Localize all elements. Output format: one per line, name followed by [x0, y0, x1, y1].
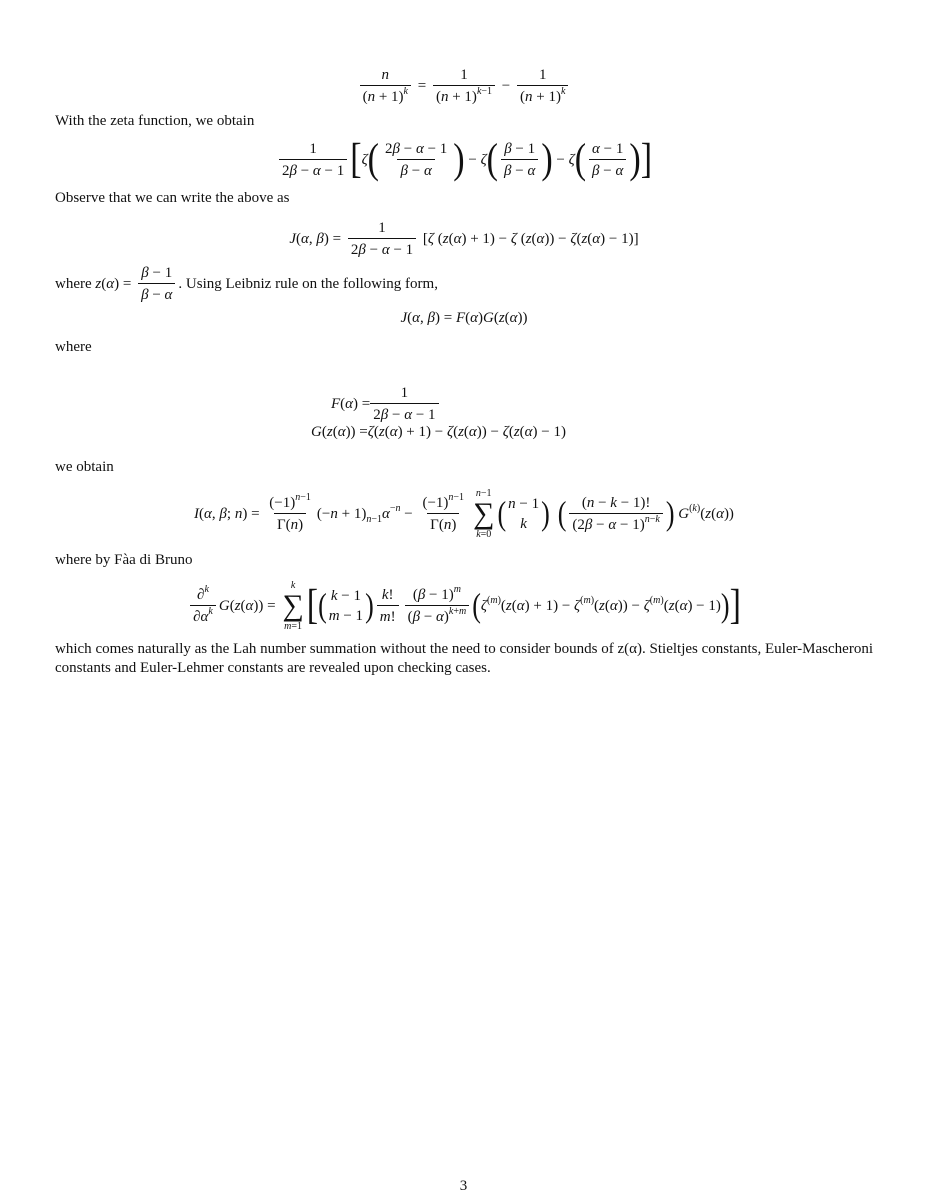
where-z-definition: where z(α) = $\frac{\beta - 1}{\beta - \alpha}$ . Using Leibniz rule on the following form,	[55, 265, 438, 303]
observe-text: Observe that we can write the above as	[55, 190, 290, 206]
faa-di-bruno-text: where by Fàa di Bruno	[55, 552, 193, 568]
equation-faa-di-bruno: $\frac{\partial^k}{\partial\alpha^k}$ G(z(α)) = k ∑ m=1 [ ( k − 1 m − 1 ) $\frac{k!}{m!}$ $\frac{(\beta - 1)^m}{(\beta - \alpha)^{k+m}}$ ( $\zeta^{(m)}(z(\alpha) + 1) - \zeta^{(m)}(z(\alpha)) - \zeta^{(m)}(z(\alpha) - 1)$ ) ]	[55, 580, 873, 632]
we-obtain-text: we obtain	[55, 459, 114, 475]
where-z-prefix: where	[55, 275, 92, 292]
equation-j-product: J(α, β) = F(α)G(z(α))	[400, 310, 528, 326]
page-number: 3	[459, 1178, 468, 1194]
equation-zeta-difference: $\frac{1}{2\beta - \alpha - 1}$ [ ζ ( $\frac{2\beta - \alpha - 1}{\beta - \alpha}$ ) − ζ ( $\frac{\beta - 1}{\beta - \alpha}$ ) − ζ ( $\frac{\alpha - 1}{\beta - \alpha}$ ) ]	[55, 140, 873, 180]
where-text: where	[55, 339, 92, 355]
equation-i-alpha-beta-n: I(α, β; n) = $\frac{(-1)^{n-1}}{\Gamma(n)}$ $(-n + 1)_{n-1}\alpha^{-n}$ − $\frac{(-1)^{n-1}}{\Gamma(n)}$ n−1 ∑ k=0 ( n − 1 k ) ( $\frac{(n - k - 1)!}{(2\beta - \alpha - 1)^{n-k}}$ ) $G^{(k)}(z(\alpha))$	[194, 488, 734, 540]
where-z-suffix: . Using Leibniz rule on the following form,	[178, 275, 438, 292]
zeta-intro-text: With the zeta function, we obtain	[55, 113, 255, 129]
equation-fraction-identity: $\frac{n}{(n + 1)^k}$ = $\frac{1}{(n + 1)^{k-1}}$ − $\frac{1}{(n + 1)^k}$	[55, 66, 873, 106]
equation-f-g-definitions: F(α) = $\frac{1}{2\beta - \alpha - 1}$ G(z(α)) =ζ(z(α) + 1) − ζ(z(α)) − ζ(z(α) − 1)	[311, 385, 566, 440]
closing-paragraph: which comes naturally as the Lah number summation without the need to consider bounds of z(α). Stieltjes constants, Euler-Mascheroni constants and Euler-Lehmer constants are revealed upon checking cases.	[55, 641, 873, 676]
equation-j-alpha-beta: J(α, β) = $\frac{1}{2\beta - \alpha - 1}$ [ζ (z(α) + 1) − ζ (z(α)) − ζ(z(α) − 1)]	[289, 220, 639, 258]
